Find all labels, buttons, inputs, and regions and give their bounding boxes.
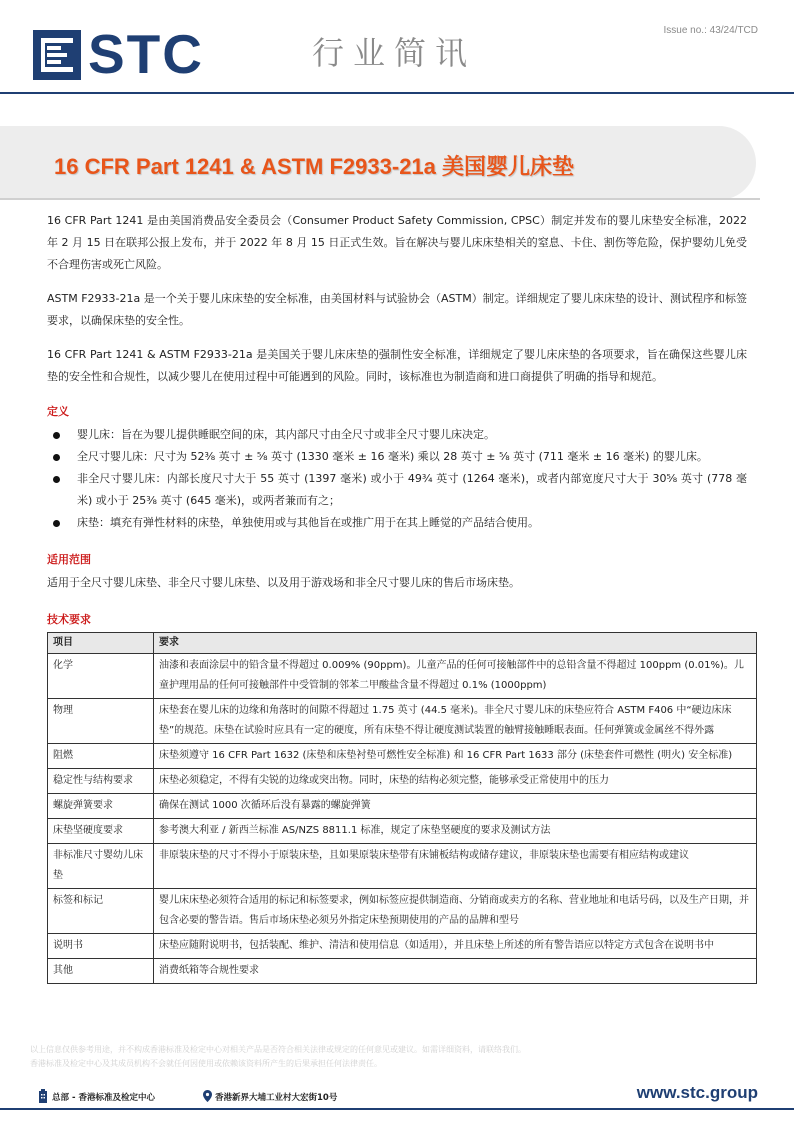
table-row bbox=[48, 769, 757, 794]
row-requirement: 床垫应随附说明书，包括装配、维护、清洁和使用信息（如适用），并且床垫上所述的所有警告语应以特定方式包含在说明书中 bbox=[154, 934, 757, 959]
newsletter-subtitle: 行业简讯 bbox=[312, 34, 477, 72]
footer-address: 香港新界大埔工业村大宏街10号 bbox=[215, 1093, 338, 1103]
column-header-item: 项目 bbox=[48, 633, 154, 654]
bullet-icon bbox=[53, 520, 60, 527]
row-item: 床垫坚硬度要求 bbox=[48, 819, 154, 844]
row-item: 说明书 bbox=[48, 934, 154, 959]
logo-text: STC bbox=[88, 23, 204, 85]
table-row bbox=[48, 844, 757, 889]
definitions-heading: 定义 bbox=[47, 405, 69, 418]
row-item: 标签和标记 bbox=[48, 889, 154, 934]
row-requirement: 确保在测试 1000 次循环后没有暴露的螺旋弹簧 bbox=[154, 794, 757, 819]
title-band-underline bbox=[0, 198, 760, 200]
row-item: 稳定性与结构要求 bbox=[48, 769, 154, 794]
footer-disclaimer bbox=[30, 1043, 770, 1071]
row-item: 其他 bbox=[48, 959, 154, 984]
list-item bbox=[47, 424, 747, 446]
disclaimer-line-1: 以上信息仅供参考用途，并不构成香港标准及检定中心对相关产品是否符合相关法律或规定的任何意见或建议。如需详细资料，请联络我们。 bbox=[30, 1045, 526, 1054]
location-pin-icon bbox=[203, 1090, 212, 1102]
list-item bbox=[47, 512, 747, 534]
row-requirement: 油漆和表面涂层中的铅含量不得超过 0.009% (90ppm)。儿童产品的任何可接触部件中的总铅含量不得超过 100ppm (0.01%)。儿童护理用品的任何可接触部件中受管制的邻苯二甲酸盐含量不得超过 0.1% (1000ppm) bbox=[154, 654, 757, 699]
table-row bbox=[48, 934, 757, 959]
row-item: 阻燃 bbox=[48, 744, 154, 769]
list-item bbox=[47, 468, 747, 512]
footer-divider bbox=[0, 1108, 794, 1110]
row-item: 化学 bbox=[48, 654, 154, 699]
website-link[interactable]: www.stc.group bbox=[636, 1083, 758, 1102]
issue-number: Issue no.: 43/24/TCD bbox=[663, 25, 758, 36]
definition-text: 婴儿床：旨在为婴儿提供睡眠空间的床，其内部尺寸由全尺寸或非全尺寸婴儿床决定。 bbox=[77, 428, 495, 441]
requirements-table bbox=[47, 632, 757, 984]
page-title bbox=[54, 150, 574, 181]
definition-text: 床垫：填充有弹性材料的床垫，单独使用或与其他旨在或推广用于在其上睡觉的产品结合使用。 bbox=[77, 516, 539, 529]
building-icon bbox=[38, 1089, 48, 1103]
list-item bbox=[47, 446, 747, 468]
table-row bbox=[48, 889, 757, 934]
intro-paragraph-2: ASTM F2933-21a 是一个关于婴儿床床垫的安全标准，由美国材料与试验协会（ASTM）制定。详细规定了婴儿床床垫的设计、测试程序和标签要求，以确保床垫的安全性。 bbox=[47, 292, 747, 327]
row-item: 物理 bbox=[48, 699, 154, 744]
tech-heading: 技术要求 bbox=[47, 613, 91, 626]
row-item: 螺旋弹簧要求 bbox=[48, 794, 154, 819]
table-row bbox=[48, 744, 757, 769]
intro-paragraph-1: 16 CFR Part 1241 是由美国消费品安全委员会（Consumer Product Safety Commission, CPSC）制定并发布的婴儿床垫安全标准，2022 年 2 月 15 日在联邦公报上发布，并于 2022 年 8 月 15 日正式生效。旨在解决与婴儿床床垫相关的窒息、卡住、割伤等危险，保护婴幼儿免受不合理伤害或死亡风险。 bbox=[47, 214, 747, 271]
table-row bbox=[48, 654, 757, 699]
row-requirement: 消费纸箱等合规性要求 bbox=[154, 959, 757, 984]
scope-text: 适用于全尺寸婴儿床垫、非全尺寸婴儿床垫、以及用于游戏场和非全尺寸婴儿床的售后市场床垫。 bbox=[47, 576, 520, 589]
row-item: 非标准尺寸婴幼儿床垫 bbox=[48, 844, 154, 889]
column-header-requirement: 要求 bbox=[154, 633, 757, 654]
table-row bbox=[48, 699, 757, 744]
bullet-icon bbox=[53, 476, 60, 483]
definition-text: 全尺寸婴儿床：尺寸为 52⅜ 英寸 ± ⅝ 英寸 (1330 毫米 ± 16 毫米) 乘以 28 英寸 ± ⅝ 英寸 (711 毫米 ± 16 毫米) 的婴儿床。 bbox=[77, 450, 708, 463]
table-header-row bbox=[48, 633, 757, 654]
intro-paragraph-3: 16 CFR Part 1241 & ASTM F2933-21a 是美国关于婴儿床床垫的强制性安全标准，详细规定了婴儿床床垫的各项要求，旨在确保这些婴儿床垫的安全性和合规性，以减少婴儿在使用过程中可能遇到的风险。同时，该标准也为制造商和进口商提供了明确的指导和规范。 bbox=[47, 348, 747, 383]
definition-text: 非全尺寸婴儿床：内部长度尺寸大于 55 英寸 (1397 毫米) 或小于 49¾ 英寸 (1264 毫米)，或者内部宽度尺寸大于 30⅝ 英寸 (778 毫米) 或小于 25⅜ 英寸 (645 毫米)，或两者兼而有之； bbox=[77, 472, 747, 507]
footer-headquarters: 总部 - 香港标准及检定中心 bbox=[52, 1093, 155, 1103]
row-requirement: 床垫必须稳定，不得有尖锐的边缘或突出物。同时，床垫的结构必须完整，能够承受正常使用中的压力 bbox=[154, 769, 757, 794]
title-en: 16 CFR Part 1241 & ASTM F2933-21a bbox=[54, 154, 443, 179]
header-divider bbox=[0, 92, 794, 94]
disclaimer-line-2: 香港标准及检定中心及其成员机构不会就任何因使用或依赖该资料所产生的后果承担任何法律责任。 bbox=[30, 1059, 382, 1068]
table-row bbox=[48, 819, 757, 844]
table-row bbox=[48, 959, 757, 984]
row-requirement: 非原装床垫的尺寸不得小于原装床垫，且如果原装床垫带有床铺板结构或储存建议，非原装床垫也需要有相应结构或建议 bbox=[154, 844, 757, 889]
scope-heading: 适用范围 bbox=[47, 553, 91, 566]
stc-logo-icon bbox=[33, 30, 81, 80]
bullet-icon bbox=[53, 454, 60, 461]
row-requirement: 婴儿床床垫必须符合适用的标记和标签要求，例如标签应提供制造商、分销商或卖方的名称、营业地址和电话号码，以及生产日期，并包含必要的警告语。售后市场床垫必须另外指定床垫预期使用的产品的品牌和型号 bbox=[154, 889, 757, 934]
row-requirement: 床垫套在婴儿床的边缘和角落时的间隙不得超过 1.75 英寸 (44.5 毫米)。非全尺寸婴儿床的床垫应符合 ASTM F406 中“硬边床床垫”的规范。床垫在试验时应具有一定的硬度，所有床垫不得让硬度测试装置的触臂接触睡眠表面。任何弹簧或金属丝不得外露 bbox=[154, 699, 757, 744]
main-content bbox=[47, 210, 747, 984]
row-requirement: 床垫须遵守 16 CFR Part 1632 (床垫和床垫衬垫可燃性安全标准) 和 16 CFR Part 1633 部分 (床垫套件可燃性 (明火) 安全标准) bbox=[154, 744, 757, 769]
title-cn: 美国婴儿床垫 bbox=[442, 155, 575, 180]
table-row bbox=[48, 794, 757, 819]
bullet-icon bbox=[53, 432, 60, 439]
definitions-list bbox=[47, 424, 747, 534]
row-requirement: 参考澳大利亚 / 新西兰标准 AS/NZS 8811.1 标准，规定了床垫坚硬度的要求及测试方法 bbox=[154, 819, 757, 844]
